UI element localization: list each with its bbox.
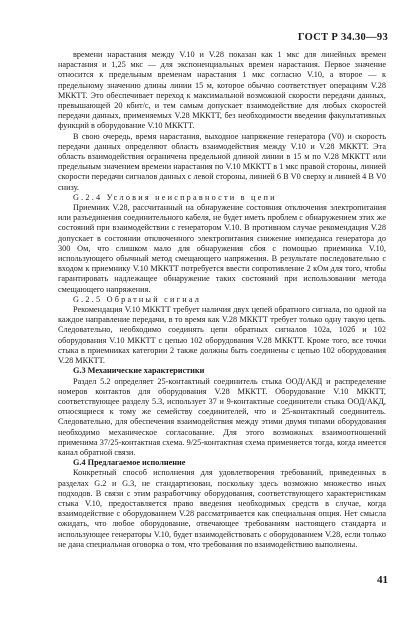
paragraph: времени нарастания между V.10 и V.28 показан как 1 мкс для линейных времен нарастания и 1,25 мкс — для экспоненциальных времен нарастания. Первое значение относится к предельным временам нарастания 1 мкс согласно V.10, а второе — к предельному значению длины линии 15 м, которое обычно соответствует операциям V.28 МККТТ. Это обеспечивает переход к максимальной возможной скорости передачи данных, превышающей 20 кбит/с, и тем самым допускает взаимодействие для любых скоростей передачи данных, применяемых V.28 МККТТ, без необходимости введения факультативных функций в оборудование V.10 МККТТ. (58, 50, 386, 131)
paragraph: В свою очередь, время нарастания, выходное напряжение генератора (V0) и скорость передачи данных определяют область взаимодействия между V.10 и V.28 МККТТ. Эта область взаимодействия ограничена предельной длиной линии в 15 м по V.28 МККТТ или предельным значением времени нарастания по V.10 МККТТ в 1 мкс правой стороны, линией скорости передачи сигналов данных с левой стороны, линией 6 В V0 сверху и линией 4 В V0 снизу. (58, 131, 386, 192)
section-text-g24: Приемник V.28, рассчитанный на обнаружение состояния отключения электропитания или разъединения соединительного кабеля, не будет иметь проблем с обнаружением этих же состояний при взаимодействии с генератором V.10. В противном случае рекомендация V.28 допускает в состоянии отключенного электропитания снижение импеданса генератора до 300 Ом, что слишком мало для обнаружения сбоя с помощью приемника V.10, использующего обычный метод смещающего напряжения. В результате последовательно с входом к приемнику V.10 МККТТ потребуется ввести сопротивление 2 кОм для того, чтобы гарантировать надлежащее обнаружение таких состояний при использовании метода смещающего напряжения. (58, 203, 386, 294)
section-text-g3: Раздел 5.2 определяет 25-контактный соединитель стыка ООД/АКД и распределение номеров контактов для оборудования V.28 МККТТ. Оборудование V.10 МККТТ, соответствующее разделу 5.3, использует 37 и 9-контактные соединители стыка ООД/АКД, относящиеся к тому же семейству соединителей, что и 25-контактный соединитель. Следовательно, для обеспечения взаимодействия между этими двумя типами оборудования необходимо механическое согласование. Для этого возможных взаимоотношений применима 37/25-контактная схема. 9/25-контактная схема применяется тогда, когда имеется канал обратной связи. (58, 376, 386, 457)
section-heading-g24: G.2.4 Условия неисправности в цепи (73, 192, 277, 202)
section-text-g4: Конкретный способ исполнения для удовлетворения требований, приведенных в разделах G.2 и G.3, не стандартизован, поскольку здесь возможно множество иных подходов. В связи с этим разработчику оборудования, соответствующего характеристикам стыка V.10, предоставляется право введения необходимых средств в случае, когда взаимодействие с оборудованием V.28 рассматривается как специальная опция. Нет смысла ожидать, что любое оборудование, отвечающее требованиям настоящего стандарта и использующее генераторы V.10, будет взаимодействовать с оборудованием V.28, если только не дана специальная оговорка о том, что требования по взаимодействию выполнены. (58, 468, 386, 549)
section-heading-g3: G.3 Механические характеристики (73, 366, 205, 376)
section-heading-g4: G.4 Предлагаемое исполнение (73, 458, 186, 468)
standard-header: ГОСТ Р 34.30—93 (297, 32, 388, 43)
page-number: 41 (377, 574, 388, 586)
section-heading-g25: G.2.5 Обратный сигнал (73, 294, 202, 304)
section-text-g25: Рекомендация V.10 МККТТ требует наличия двух цепей обратного сигнала, по одной на каждое направление передачи, в то время как V.28 МККТТ требует только одну такую цепь. Следовательно, необходимо соединять цепи обратных сигналов 102а, 102б и 102 оборудования V.10 МККТТ с цепью 102 оборудования V.28 МККТТ. Кроме того, все точки стыка в приемниках категории 2 также должны быть соединены с цепью 102 оборудования V.28 МККТТ. (58, 305, 386, 366)
body-text (58, 50, 386, 550)
